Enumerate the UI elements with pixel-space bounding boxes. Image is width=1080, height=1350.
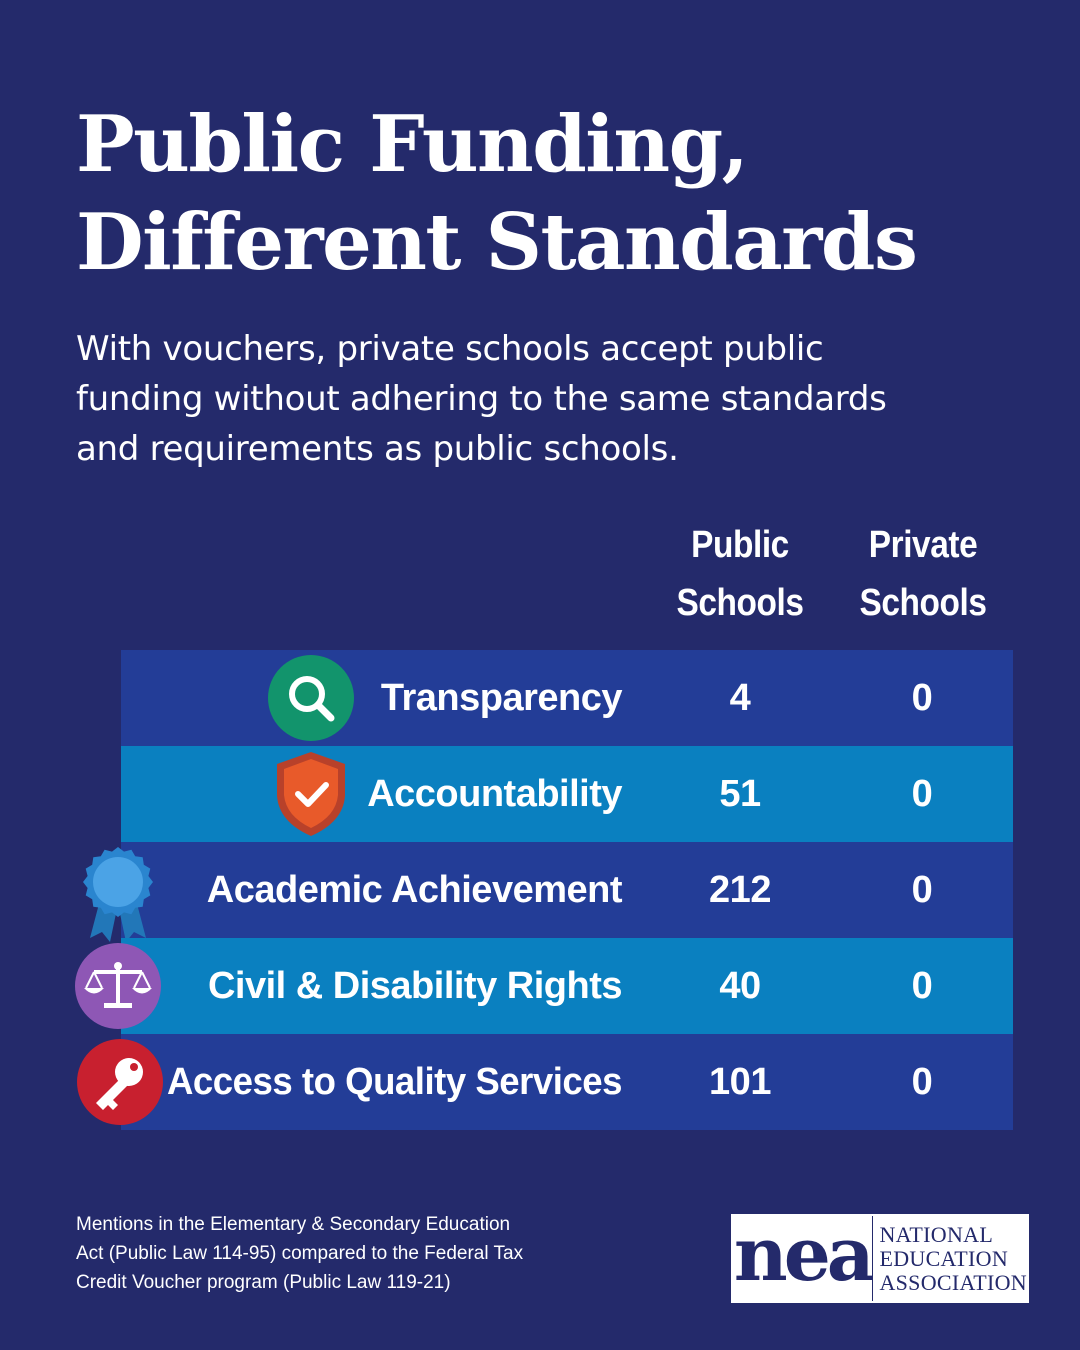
nea-logo: [731, 1211, 1029, 1303]
table-row: [75, 938, 1013, 1034]
logo-text-line-2: EDUCATION: [879, 1245, 1009, 1271]
public-schools-value: 101: [709, 1061, 771, 1103]
footnote: [76, 1210, 546, 1297]
private-schools-value: 0: [911, 773, 933, 815]
row-label: Transparency: [380, 677, 622, 719]
table-row: [121, 746, 1013, 842]
title-line-1: Public Funding,: [76, 99, 748, 190]
row-label: Accountability: [367, 773, 622, 815]
nea-logo-text: [873, 1223, 1027, 1295]
private-schools-value: 0: [911, 869, 933, 911]
key-icon: [77, 1039, 163, 1125]
subtitle-line-3: and requirements as public schools.: [76, 429, 679, 469]
logo-text-line-1: NATIONAL: [879, 1221, 994, 1247]
table-row: [77, 1034, 1013, 1130]
footnote-line-1: Mentions in the Elementary & Secondary Education: [76, 1214, 511, 1235]
title-line-2: Different Standards: [76, 197, 917, 288]
column-header-public-line-1: Public: [691, 524, 789, 566]
private-schools-value: 0: [911, 677, 933, 719]
nea-logo-mark: nea: [733, 1211, 871, 1298]
scales-icon: [75, 943, 161, 1029]
row-label: Access to Quality Services: [167, 1061, 622, 1103]
public-schools-value: 4: [729, 677, 751, 719]
public-schools-value: 40: [719, 965, 761, 1007]
footnote-line-3: Credit Voucher program (Public Law 119-21): [76, 1272, 451, 1293]
column-header-public-line-2: Schools: [676, 582, 804, 624]
public-schools-value: 51: [719, 773, 761, 815]
row-label: Civil & Disability Rights: [207, 965, 622, 1007]
table-row: [83, 842, 1013, 942]
table-row: [121, 650, 1013, 746]
subtitle-line-1: With vouchers, private schools accept public: [76, 329, 824, 369]
public-schools-value: 212: [709, 869, 771, 911]
private-schools-value: 0: [911, 965, 933, 1007]
ribbon-award-icon: [83, 847, 153, 942]
column-header-private-line-2: Schools: [859, 582, 987, 624]
logo-text-line-3: ASSOCIATION: [879, 1269, 1027, 1295]
column-header-private-line-1: Private: [868, 524, 978, 566]
footnote-line-2: Act (Public Law 114-95) compared to the Federal Tax: [76, 1243, 524, 1264]
private-schools-value: 0: [911, 1061, 933, 1103]
row-label: Academic Achievement: [206, 869, 622, 911]
magnifier-icon: [268, 655, 354, 741]
subtitle-line-2: funding without adhering to the same standards: [76, 379, 887, 419]
